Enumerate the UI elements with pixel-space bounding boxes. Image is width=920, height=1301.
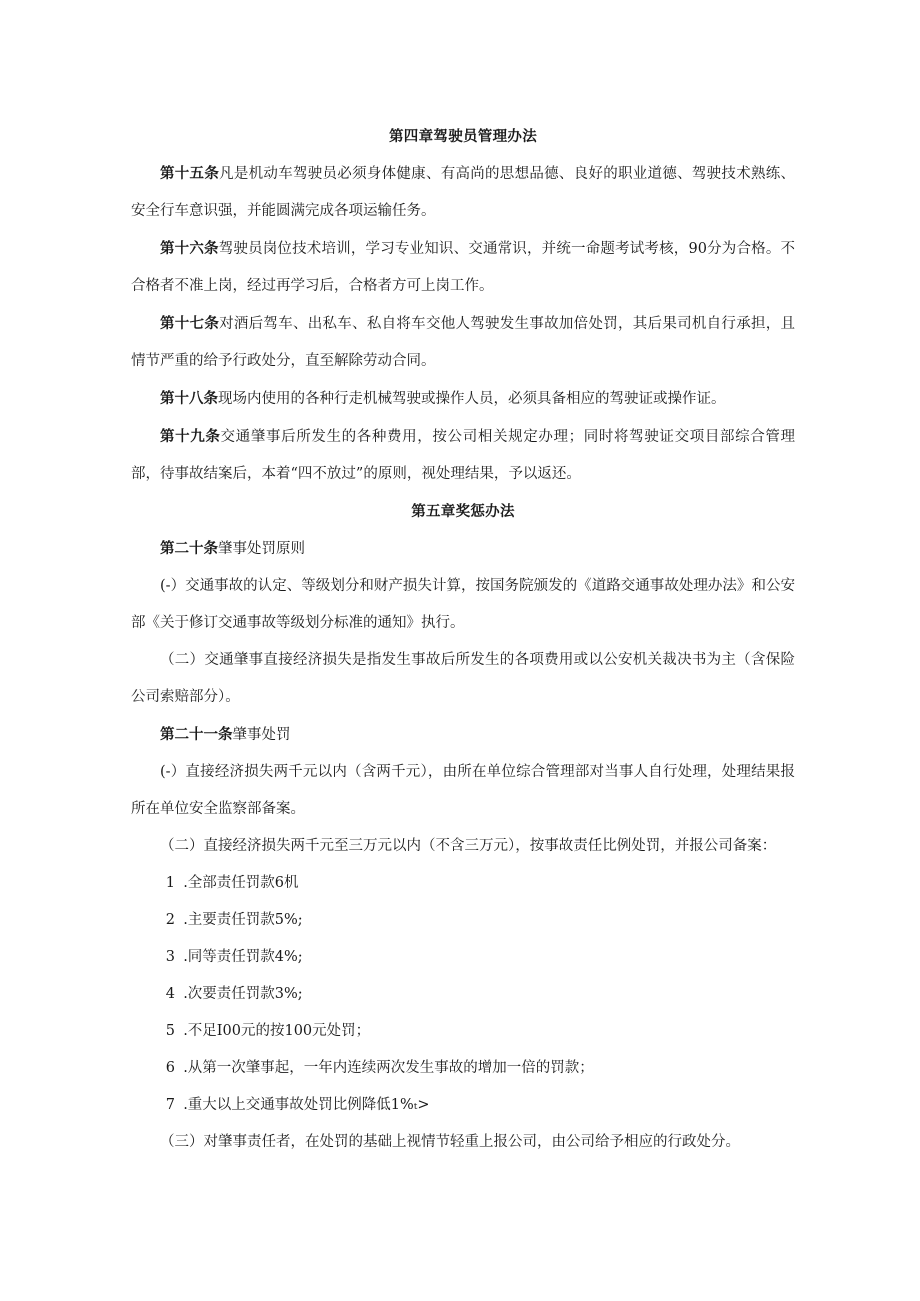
item-text: .次要责任罚款3%; bbox=[183, 986, 303, 1002]
article-21-clause-2: （二）直接经济损失两千元至三万元以内（不含三万元），按事故责任比例处罚，并报公司备案： bbox=[160, 838, 777, 854]
article-text: 凡是机动车驾驶员必须身体健康、有高尚的思想品德、良好的职业道德、驾驶技术熟练、安全行车意识强，并能圆满完成各项运输任务。 bbox=[131, 166, 796, 219]
document-body bbox=[131, 118, 795, 1161]
item-text: .重大以上交通事故处罚比例降低1%ₜ> bbox=[183, 1097, 430, 1113]
article-text: 现场内使用的各种行走机械驾驶或操作人员，必须具备相应的驾驶证或操作证。 bbox=[218, 391, 726, 407]
chapter-4-title: 第四章驾驶员管理办法 bbox=[389, 128, 537, 145]
article-21-clause-1: (-）直接经济损失两千元以内（含两千元），由所在单位综合管理部对当事人自行处理，处理结果报所在单位安全监察部备案。 bbox=[131, 764, 795, 817]
article-text: 交通肇事后所发生的各种费用，按公司相关规定办理；同时将驾驶证交项目部综合管理部，待事故结案后，本着“四不放过”的原则，视处理结果，予以返还。 bbox=[131, 429, 796, 482]
chapter-5-title: 第五章奖惩办法 bbox=[411, 503, 515, 520]
article-20-clause-2: （二）交通肇事直接经济损失是指发生事故后所发生的各项费用或以公安机关裁决书为主（含保险公司索赔部分）。 bbox=[131, 652, 795, 705]
article-21 bbox=[131, 716, 795, 754]
item-number: 4 bbox=[165, 986, 176, 1002]
item-text: .全部责任罚款6机 bbox=[183, 875, 299, 891]
article-label: 第十九条 bbox=[160, 428, 221, 445]
article-16 bbox=[131, 230, 795, 305]
item-text: .不足I00元的按100元处罚； bbox=[183, 1023, 371, 1039]
penalty-item bbox=[131, 902, 795, 939]
article-text: 肇事处罚原则 bbox=[218, 541, 305, 557]
article-17 bbox=[131, 305, 795, 380]
article-label: 第十七条 bbox=[160, 315, 220, 332]
item-number: 7 bbox=[165, 1097, 176, 1113]
article-20-clause-1: (-）交通事故的认定、等级划分和财产损失计算，按国务院颁发的《道路交通事故处理办法》和公安部《关于修订交通事故等级划分标准的通知》执行。 bbox=[131, 578, 795, 631]
penalty-item bbox=[131, 939, 795, 976]
article-label: 第二十条 bbox=[160, 540, 218, 557]
penalty-item bbox=[131, 1087, 795, 1124]
article-label: 第十五条 bbox=[160, 165, 220, 182]
article-19 bbox=[131, 418, 795, 493]
item-number: 3 bbox=[165, 949, 176, 965]
article-text: 肇事处罚 bbox=[232, 727, 291, 743]
article-label: 第十八条 bbox=[160, 390, 218, 407]
penalty-item bbox=[131, 865, 795, 902]
article-label: 第二十一条 bbox=[160, 726, 233, 743]
item-number: 2 bbox=[165, 912, 176, 928]
penalty-item bbox=[131, 1050, 795, 1087]
article-text: 对酒后驾车、出私车、私自将车交他人驾驶发生事故加倍处罚，其后果司机自行承担，且情节严重的给予行政处分，直至解除劳动合同。 bbox=[131, 316, 796, 369]
penalty-item bbox=[131, 1013, 795, 1050]
item-number: 6 bbox=[165, 1060, 176, 1076]
article-15 bbox=[131, 155, 795, 230]
article-20 bbox=[131, 530, 795, 568]
item-number: 1 bbox=[165, 875, 176, 891]
article-text: 驾驶员岗位技术培训，学习专业知识、交通常识，并统一命题考试考核，90分为合格。不合格者不准上岗，经过再学习后，合格者方可上岗工作。 bbox=[131, 241, 795, 294]
article-18 bbox=[131, 380, 795, 418]
article-21-clause-3: （三）对肇事责任者，在处罚的基础上视情节轻重上报公司，由公司给予相应的行政处分。 bbox=[160, 1134, 740, 1150]
item-text: .同等责任罚款4%; bbox=[183, 949, 303, 965]
item-text: .从第一次肇事起，一年内连续两次发生事故的增加一倍的罚款； bbox=[183, 1060, 594, 1076]
item-text: .主要责任罚款5%; bbox=[183, 912, 303, 928]
penalty-item bbox=[131, 976, 795, 1013]
item-number: 5 bbox=[165, 1023, 176, 1039]
article-label: 第十六条 bbox=[160, 240, 219, 257]
